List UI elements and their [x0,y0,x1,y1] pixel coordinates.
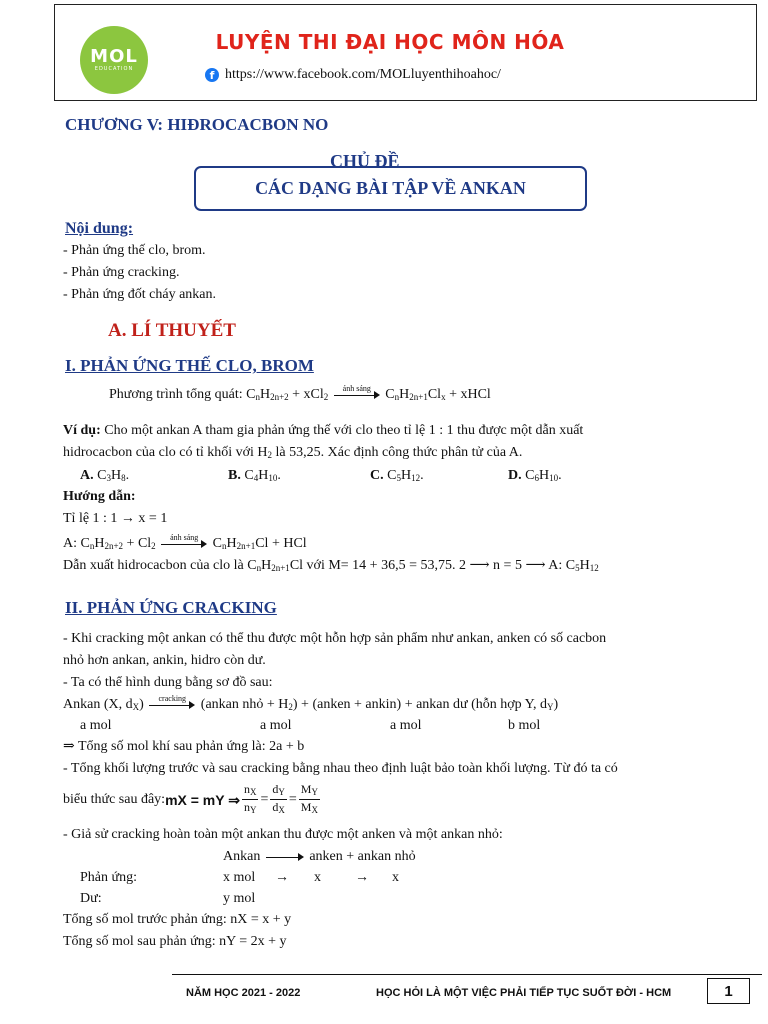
footer-year: NĂM HỌC 2021 - 2022 [186,987,301,999]
derivative-line: Dẫn xuất hidrocacbon của clo là $C_nH_{2n+1}Cl$ với M= 14 + 36,5 = 53,75. 2 ⟶ n = 5 ⟶ A: $C_5H_{12}$ [63,558,599,573]
chapter-title: CHƯƠNG V: HIĐROCACBON NO [65,115,329,134]
reaction-value: x [392,870,399,885]
section-2-heading: II. PHẢN ỨNG CRACKING [65,598,277,617]
cracking-scheme: Ankan (X, $d_X$) cracking (ankan nhỏ + $H_2$) + (anken + ankin) + ankan dư (hỗn hợp Y, $d_Y$) [63,693,559,712]
mol-logo [80,26,148,94]
assumption-line: - Giả sử cracking hoàn toàn một ankan thu được một anken và một ankan nhỏ: [63,827,503,842]
content-heading: Nội dung: [65,220,134,237]
reaction-arrow: ánh sáng [161,539,207,549]
facebook-icon: f [205,68,219,82]
content-item: - Phản ứng cracking. [63,265,180,280]
cracking-para-2: - Ta có thể hình dung bằng sơ đồ sau: [63,675,273,690]
ratio-line: Tỉ lệ 1 : 1 → x = 1 [63,511,168,526]
mol-before: Tổng số mol trước phản ứng: nX = x + y [63,912,292,927]
cracking-para-1: - Khi cracking một ankan có thể thu được một hỗn hợp sản phẩm như ankan, anken có số cacbon [63,631,607,646]
option-b: B. $C_4H_{10}$. [228,468,281,483]
remaining-label: Dư: [80,891,102,906]
equation-prefix: Phương trình tổng quát: [109,387,247,402]
mass-line: - Tổng khối lượng trước và sau cracking bằng nhau theo định luật bảo toàn khối lượng. Từ đó ta có [63,761,618,776]
topic-label: CHỦ ĐỀ [330,151,400,171]
example-text: hidrocacbon của clo có tỉ khối với H [63,445,268,460]
general-equation: Phương trình tổng quát: $C_nH_{2n+2} + xCl_2$ ánh sáng $C_nH_{2n+1}Cl_x$ + xHCl [109,384,491,408]
mol-label: a mol [390,718,422,733]
reaction-value: → [355,870,369,885]
facebook-url[interactable]: https://www.facebook.com/MOLluyenthihoahoc/ [225,67,501,82]
footer-divider [172,974,762,975]
facebook-link[interactable] [205,67,501,83]
reaction-value: x mol [223,870,256,885]
scheme-2-arrow [266,852,304,862]
footer-motto: HỌC HỎI LÀ MỘT VIỆC PHẢI TIẾP TỤC SUỐT ĐỜI - HCM [376,987,672,999]
reaction-value: → [275,870,289,885]
section-a-heading: A. LÍ THUYẾT [108,320,236,341]
mol-label: a mol [260,718,292,733]
option-c: C. $C_5H_{12}$. [370,468,424,483]
site-title: LUYỆN THI ĐẠI HỌC MÔN HÓA [215,30,565,54]
mass-equation: biểu thức sau đây: mX = mY ⇒ $\frac{n_X}{n_Y}$ = $\frac{d_Y}{d_X}$ = $\frac{M_Y}{M_X}$ [63,782,318,815]
section-1-heading: I. PHẢN ỨNG THẾ CLO, BROM [65,356,314,375]
example-line-2: hidrocacbon của clo có tỉ khối với $H_2$ là 53,25. Xác định công thức phân tử của A. [63,445,523,460]
reaction-equation: A: $C_nH_{2n+2} + Cl_2$ ánh sáng $C_nH_{2n+1}Cl$ + HCl [63,532,307,551]
mol-label: a mol [80,718,112,733]
option-a: A. $C_3H_8$. [80,468,130,483]
example-label: Ví dụ: [63,423,101,438]
remaining-value: y mol [223,891,256,906]
option-d: D. $C_6H_{10}$. [508,468,562,483]
example-line-1 [63,420,583,442]
page-number: 1 [707,978,750,1004]
example-text: là 53,25. Xác định công thức phân tử của A. [272,445,523,460]
example-text: Cho một ankan A tham gia phản ứng thế với clo theo tỉ lệ 1 : 1 thu được một dẫn xuất [100,423,584,438]
content-item: - Phản ứng đốt cháy ankan. [63,287,216,302]
guide-heading: Hướng dẫn: [63,489,136,504]
logo-text: MOL [90,46,138,67]
cracking-para-1b: nhỏ hơn ankan, ankin, hidro còn dư. [63,653,266,668]
total-mol-line: ⇒ Tổng số mol khí sau phản ứng là: 2a + b [63,739,305,754]
reaction-value: x [314,870,321,885]
reaction-label: Phản ứng: [80,870,137,885]
content-item: - Phản ứng thế clo, brom. [63,243,206,258]
mol-label: b mol [508,718,541,733]
topic-title-box [194,166,587,211]
logo-subtext: EDUCATION [94,66,134,72]
mol-after: Tổng số mol sau phản ứng: nY = 2x + y [63,934,287,949]
cracking-arrow: cracking [149,700,195,710]
scheme-2: Ankan anken + ankan nhỏ [223,849,416,864]
reaction-arrow [334,383,380,400]
arrow-label: ánh sáng [342,383,371,393]
topic-title: CÁC DẠNG BÀI TẬP VỀ ANKAN [255,178,526,198]
